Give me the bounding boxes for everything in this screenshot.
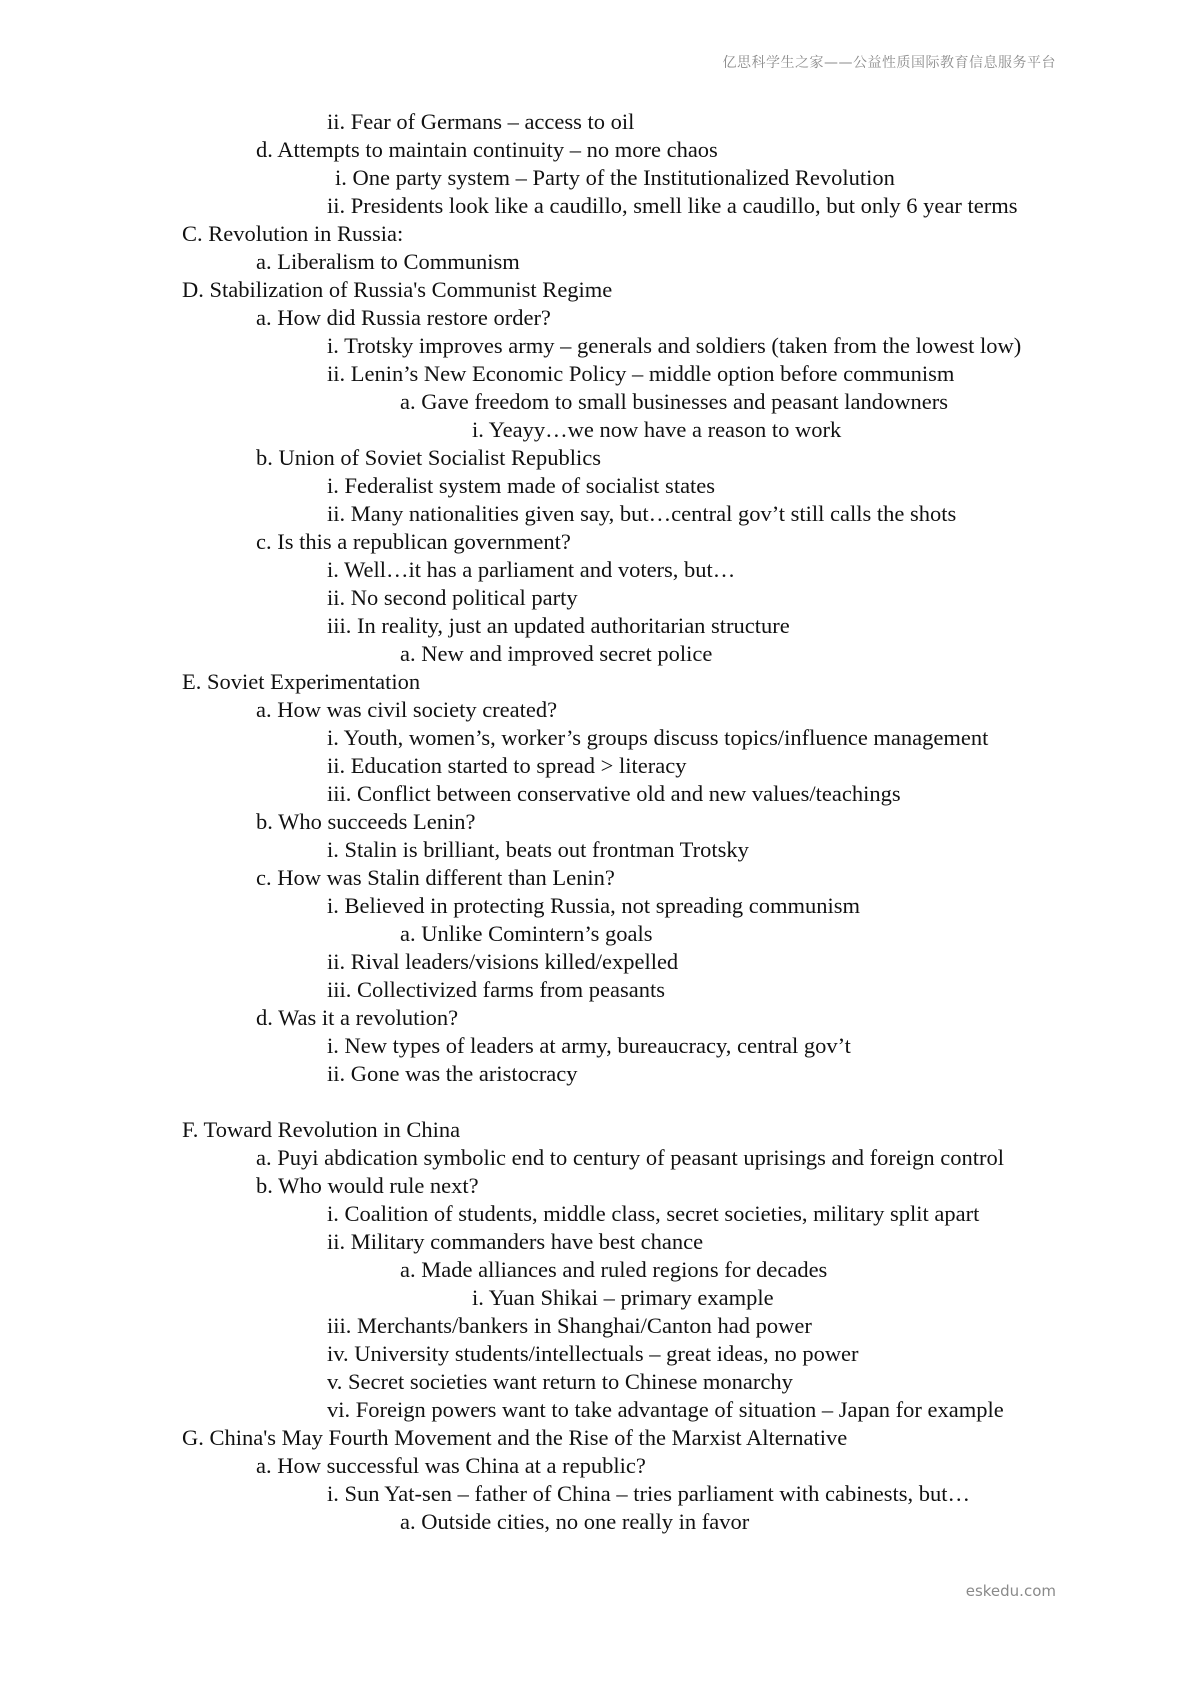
outline-item: i. Well…it has a parliament and voters, but… [327, 557, 736, 582]
outline-item: iii. In reality, just an updated authoritarian structure [327, 613, 790, 638]
outline-item: a. Liberalism to Communism [256, 249, 520, 274]
outline-item: i. Yeayy…we now have a reason to work [472, 417, 842, 442]
watermark-header: 亿思科学生之家——公益性质国际教育信息服务平台 [722, 55, 1056, 71]
outline-item: i. One party system – Party of the Institutionalized Revolution [335, 165, 895, 190]
outline-item: ii. No second political party [327, 585, 578, 610]
outline-item: a. How was civil society created? [256, 697, 558, 722]
outline-item: a. Made alliances and ruled regions for decades [400, 1257, 828, 1282]
outline-item: iii. Conflict between conservative old and new values/teachings [327, 781, 901, 806]
outline-item: d. Attempts to maintain continuity – no more chaos [256, 137, 718, 162]
outline-item: a. Gave freedom to small businesses and peasant landowners [400, 389, 948, 414]
outline-item: iii. Collectivized farms from peasants [327, 977, 666, 1002]
outline-item: vi. Foreign powers want to take advantage of situation – Japan for example [327, 1397, 1004, 1422]
outline-heading: C. Revolution in Russia: [182, 221, 404, 246]
outline-item: a. New and improved secret police [400, 641, 713, 666]
outline-item: a. Outside cities, no one really in favor [400, 1509, 750, 1534]
outline-item: ii. Gone was the aristocracy [327, 1061, 578, 1086]
outline-heading: E. Soviet Experimentation [182, 669, 421, 694]
outline-item: ii. Military commanders have best chance [327, 1229, 704, 1254]
outline-item: b. Who would rule next? [256, 1173, 479, 1198]
outline-heading: D. Stabilization of Russia's Communist Regime [182, 277, 613, 302]
outline-item: i. Federalist system made of socialist states [327, 473, 716, 498]
outline-item: i. Yuan Shikai – primary example [472, 1285, 774, 1310]
outline-item: a. Unlike Comintern’s goals [400, 921, 653, 946]
outline-item: i. Youth, women’s, worker’s groups discuss topics/influence management [327, 725, 989, 750]
site-footer: eskedu.com [965, 1582, 1056, 1600]
outline-item: b. Union of Soviet Socialist Republics [256, 445, 601, 470]
outline-item: c. How was Stalin different than Lenin? [256, 865, 615, 890]
outline-item: i. Sun Yat-sen – father of China – tries parliament with cabinests, but… [327, 1481, 971, 1506]
outline-item: i. New types of leaders at army, bureaucracy, central gov’t [327, 1033, 851, 1058]
outline-item: iii. Merchants/bankers in Shanghai/Canton had power [327, 1313, 812, 1338]
outline-heading: F. Toward Revolution in China [182, 1117, 461, 1142]
outline-item: iv. University students/intellectuals – great ideas, no power [327, 1341, 859, 1366]
outline-item: ii. Presidents look like a caudillo, smell like a caudillo, but only 6 year terms [327, 193, 1018, 218]
outline-item: a. How successful was China at a republic? [256, 1453, 646, 1478]
outline-item: i. Believed in protecting Russia, not spreading communism [327, 893, 861, 918]
outline-item: ii. Fear of Germans – access to oil [327, 109, 635, 134]
outline-item: ii. Lenin’s New Economic Policy – middle option before communism [327, 361, 955, 386]
outline-item: v. Secret societies want return to Chinese monarchy [327, 1369, 793, 1394]
outline-item: i. Trotsky improves army – generals and soldiers (taken from the lowest low) [327, 333, 1022, 358]
outline-item: c. Is this a republican government? [256, 529, 571, 554]
outline-item: d. Was it a revolution? [256, 1005, 459, 1030]
outline-item: ii. Education started to spread > literacy [327, 753, 687, 778]
outline-item: ii. Rival leaders/visions killed/expelled [327, 949, 679, 974]
outline-item: a. Puyi abdication symbolic end to century of peasant uprisings and foreign control [256, 1145, 1004, 1170]
outline-item: ii. Many nationalities given say, but…central gov’t still calls the shots [327, 501, 957, 526]
outline-item: a. How did Russia restore order? [256, 305, 551, 330]
outline-item: i. Coalition of students, middle class, secret societies, military split apart [327, 1201, 980, 1226]
outline-heading: G. China's May Fourth Movement and the Rise of the Marxist Alternative [182, 1425, 848, 1450]
outline-item: b. Who succeeds Lenin? [256, 809, 476, 834]
outline-item: i. Stalin is brilliant, beats out frontman Trotsky [327, 837, 749, 862]
